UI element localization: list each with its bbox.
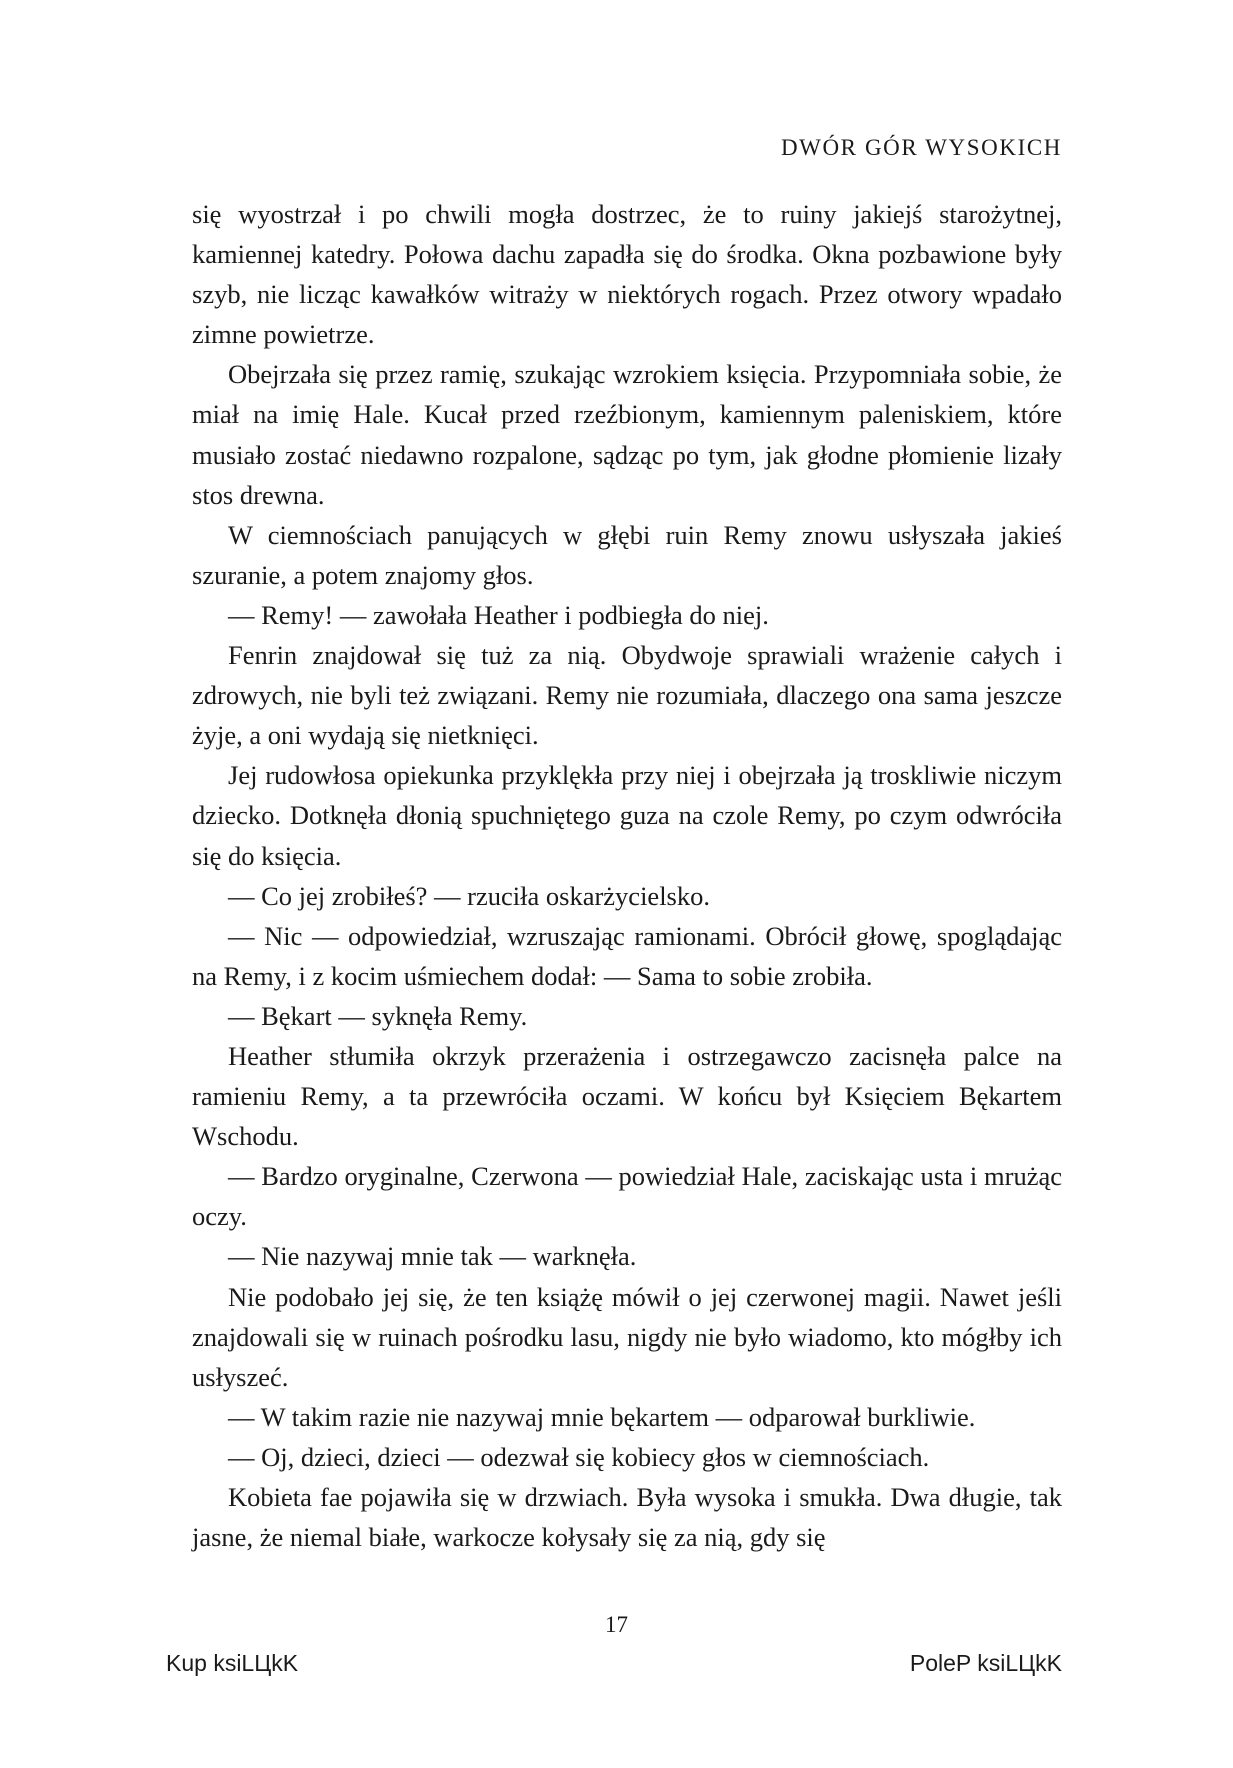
- paragraph: Jej rudowłosa opiekunka przyklękła przy niej i obejrzała ją troskliwie niczym dziecko. Dotknęła dłonią spuchniętego guza na czole Remy, po czym odwróciła się do księcia.: [192, 760, 1062, 871]
- dialogue-paragraph: — Bardzo oryginalne, Czerwona — powiedział Hale, zaciskając usta i mrużąc oczy.: [192, 1161, 1062, 1232]
- paragraph: się wyostrzał i po chwili mogła dostrzec, że to ruiny jakiejś starożytnej, kamiennej katedry. Połowa dachu zapadła się do środka. Okna pozbawione były szyb, nie licząc kawałków witraży w niektórych rogach. Przez otwory wpadało zimne powietrze.: [192, 199, 1062, 350]
- paragraph: W ciemnościach panujących w głębi ruin Remy znowu usłyszała jakieś szuranie, a potem znajomy głos.: [192, 519, 1062, 590]
- running-head-title: DWÓR GÓR WYSOKICH: [780, 135, 1062, 160]
- body-text: [192, 194, 1062, 1557]
- paragraph: Kobieta fae pojawiła się w drzwiach. Była wysoka i smukła. Dwa długie, tak jasne, że niemal białe, warkocze kołysały się za nią, gdy się: [192, 1482, 1062, 1553]
- dialogue-paragraph: — Co jej zrobiłeś? — rzuciła oskarżycielsko.: [228, 880, 710, 911]
- paragraph: Obejrzała się przez ramię, szukając wzrokiem księcia. Przypomniała sobie, że miał na imię Hale. Kucał przed rzeźbionym, kamiennym paleniskiem, które musiało zostać niedawno rozpalone, sądząc po tym, jak głodne płomienie lizały stos drewna.: [192, 359, 1062, 510]
- paragraph: Heather stłumiła okrzyk przerażenia i ostrzegawczo zacisnęła palce na ramieniu Remy, a ta przewróciła oczami. W końcu był Księciem Bękartem Wschodu.: [192, 1040, 1062, 1152]
- dialogue-paragraph: — W takim razie nie nazywaj mnie bękartem — odparował burkliwie.: [228, 1401, 976, 1432]
- paragraph: Nie podobało jej się, że ten książę mówił o jej czerwonej magii. Nawet jeśli znajdowali się w ruinach pośrodku lasu, nigdy nie było wiadomo, kto mógłby ich usłyszeć.: [192, 1281, 1062, 1392]
- dialogue-paragraph: — Bękart — syknęła Remy.: [228, 1000, 528, 1031]
- dialogue-paragraph: — Nic — odpowiedział, wzruszając ramionami. Obrócił głowę, spoglądając na Remy, i z kocim uśmiechem dodał: — Sama to sobie zrobiła.: [192, 920, 1062, 991]
- recommend-book-link[interactable]: PoleP ksiLЦkK: [909, 1650, 1062, 1676]
- buy-book-link[interactable]: Kup ksiLЦkK: [166, 1650, 299, 1676]
- paragraph: Fenrin znajdował się tuż za nią. Obydwoje sprawiali wrażenie całych i zdrowych, nie byli też związani. Remy nie rozumiała, dlaczego ona sama jeszcze żyje, a oni wydają się nietknięci.: [192, 640, 1062, 751]
- dialogue-paragraph: — Nie nazywaj mnie tak — warknęła.: [228, 1241, 637, 1272]
- dialogue-paragraph: — Oj, dzieci, dzieci — odezwał się kobiecy głos w ciemnościach.: [228, 1441, 930, 1472]
- dialogue-paragraph: — Remy! — zawołała Heather i podbiegła do niej.: [228, 599, 769, 630]
- page-number: 17: [605, 1612, 628, 1637]
